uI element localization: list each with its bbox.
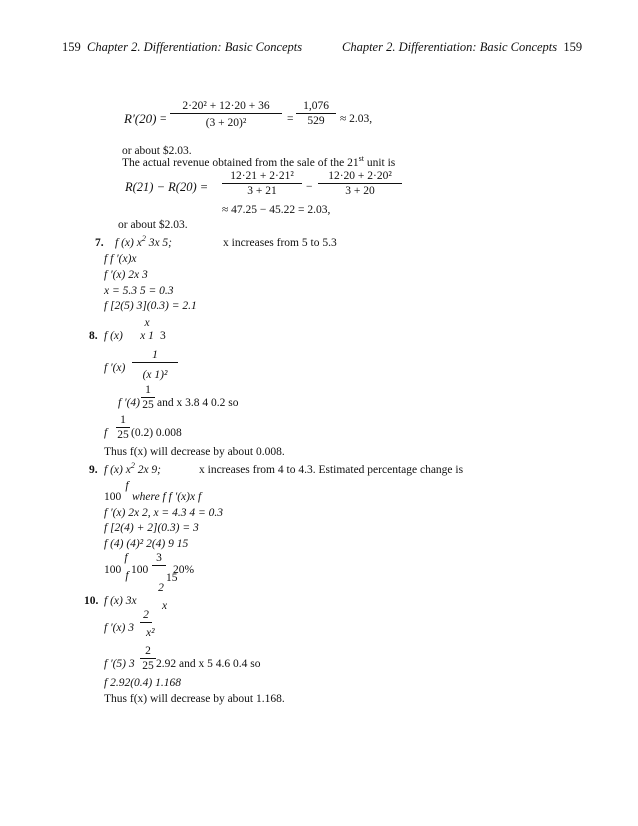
p10-f5-numerator: 2 (145, 645, 151, 657)
problem-9-function (104, 463, 161, 477)
fraction-4-numerator: 12·20 + 2·20² (328, 170, 392, 182)
p10-df: f 2.92(0.4) 1.168 (104, 677, 181, 689)
p10-fx-numerator: 2 (158, 582, 164, 594)
p8-df-fraction (116, 414, 130, 441)
approx-value: ≈ 2.03, (340, 113, 373, 125)
p10-fx-denominator: x (162, 600, 168, 612)
p7-line-1: f f ′(x)x (104, 253, 137, 265)
problem-10-number: 10. (84, 595, 99, 607)
actual-revenue-line (122, 156, 395, 170)
problem-7-note: x increases from 5 to 5.3 (223, 237, 337, 249)
p8-df-numerator: 1 (120, 414, 126, 426)
fraction-bar (318, 183, 402, 184)
p9-result-mid: 100 (131, 564, 149, 576)
p10-fpx: f ′(x) 3 (104, 622, 134, 634)
p9-result-fraction-1 (122, 552, 130, 582)
p9-eq-sup: 2 (130, 461, 135, 470)
p8-df-denominator: 25 (117, 429, 129, 441)
p8-fpx-denominator: (x 1)² (142, 369, 168, 381)
fraction-bar (296, 113, 336, 114)
p10-fpx-fraction (140, 609, 155, 639)
p10-f5: f ′(5) 3 (104, 658, 135, 670)
header-left (62, 40, 302, 55)
p8-fpx: f ′(x) (104, 362, 126, 374)
p8-f4-tail: and x 3.8 4 0.2 so (157, 397, 239, 409)
p9-pct-numerator: f (125, 480, 129, 492)
p8-df-tail: (0.2) 0.008 (131, 427, 182, 439)
fraction-1-denominator: (3 + 20)² (205, 117, 247, 129)
fraction-3-denominator: 3 + 21 (247, 185, 277, 197)
p8-fx-numerator: x (144, 317, 150, 329)
problem-9-number: 9. (89, 464, 98, 476)
fraction-2 (296, 100, 336, 127)
fraction-2-denominator: 529 (307, 115, 325, 127)
p9-pct-fraction (123, 480, 131, 505)
about-line-2: or about $2.03. (118, 219, 188, 231)
fraction-2-numerator: 1,076 (303, 100, 329, 112)
p8-conclusion: Thus f(x) will decrease by about 0.008. (104, 446, 285, 458)
chapter-title-left: Chapter 2. Differentiation: Basic Concepts (87, 40, 303, 54)
p7-line-4: f [2(5) 3](0.3) = 2.1 (104, 300, 197, 312)
p7-eq-sup: 2 (141, 234, 146, 243)
p9-result-fraction-2: 3 15 (152, 552, 166, 584)
p8-f4-numerator: 1 (145, 384, 151, 396)
p8-f4: f ′(4) (118, 397, 140, 409)
actual-superscript: st (358, 154, 364, 163)
p9-result-numerator-1: f (124, 552, 128, 564)
p8-f4-fraction (141, 384, 155, 411)
fraction-bar (222, 183, 302, 184)
fraction-1 (170, 100, 282, 129)
p8-fx: f (x) (104, 330, 123, 342)
fraction-bar (140, 622, 152, 623)
fraction-bar (132, 362, 178, 363)
p8-f4-denominator: 25 (142, 399, 154, 411)
problem-9-note: x increases from 4 to 4.3. Estimated percentage change is (199, 464, 464, 476)
problem-7-number: 7. (95, 237, 104, 249)
problem-7-function (115, 236, 172, 250)
fraction-bar (116, 427, 130, 428)
p10-f5-denominator: 25 (142, 660, 154, 672)
p9-result-tail: 20% (173, 564, 195, 576)
p7-line-3: x = 5.3 5 = 0.3 (104, 285, 174, 297)
p9-eq: f (x) x (104, 464, 131, 476)
r-prime-label: R′(20) (124, 111, 157, 126)
r-difference: R(21) − R(20) = (125, 180, 209, 194)
p10-fpx-denominator: x² (146, 627, 155, 639)
p8-fx-tail: 3 (160, 330, 166, 342)
fraction-4-denominator: 3 + 20 (345, 185, 375, 197)
fraction-1-numerator: 2·20² + 12·20 + 36 (182, 100, 270, 112)
p8-fpx-fraction (132, 349, 178, 381)
chapter-title-right: Chapter 2. Differentiation: Basic Concepts (342, 40, 558, 54)
equals-2: = (287, 113, 294, 125)
p10-f5-fraction (140, 645, 156, 672)
p9-result-pre: 100 (104, 564, 122, 576)
p8-fx-denominator: x 1 (140, 330, 154, 342)
fraction-3-numerator: 12·21 + 2·21² (230, 170, 294, 182)
approx-line-2: ≈ 47.25 − 45.22 = 2.03, (222, 204, 331, 216)
fraction-bar (140, 658, 156, 659)
about-line-1: or about $2.03. (122, 145, 192, 157)
p9-line-3: f [2(4) + 2](0.3) = 3 (104, 522, 199, 534)
p10-fx: f (x) 3x (104, 595, 137, 607)
p8-fpx-numerator: 1 (152, 349, 158, 361)
p10-conclusion: Thus f(x) will decrease by about 1.168. (104, 693, 285, 705)
p8-fx-fraction (136, 317, 158, 342)
problem-8-number: 8. (89, 330, 98, 342)
p9-result-denominator-1: f (125, 570, 129, 582)
fraction-bar (152, 565, 166, 566)
page-number-right: 159 (563, 40, 583, 54)
p10-f5-tail: 2.92 and x 5 4.6 0.4 so (156, 658, 261, 670)
p7-line-2: f ′(x) 2x 3 (104, 269, 148, 281)
fraction-bar (170, 113, 282, 114)
minus-sign: − (306, 181, 313, 193)
fraction-3 (222, 170, 302, 197)
p7-eq-tail: 3x 5; (145, 237, 173, 249)
actual-text-end: unit is (363, 157, 396, 169)
header-right (342, 40, 582, 55)
p8-df: f (104, 427, 108, 439)
page-number-left: 159 (62, 40, 81, 54)
p9-line-2: f ′(x) 2x 2, x = 4.3 4 = 0.3 (104, 507, 223, 519)
fraction-bar (141, 397, 155, 398)
p10-fpx-numerator: 2 (143, 609, 149, 621)
equals-1: = (160, 113, 167, 125)
p10-fx-fraction (156, 582, 166, 612)
p7-eq: f (x) x (115, 237, 142, 249)
p9-pct-pre: 100 (104, 491, 122, 503)
p9-line-4: f (4) (4)² 2(4) 9 15 (104, 538, 189, 550)
p9-eq-tail: 2x 9; (134, 464, 162, 476)
p9-pct-tail: where f f ′(x)x f (132, 491, 202, 503)
actual-text: The actual revenue obtained from the sale of the 21 (122, 157, 359, 169)
p9-result-numerator-2: 3 (156, 552, 162, 564)
fraction-4 (318, 170, 402, 197)
